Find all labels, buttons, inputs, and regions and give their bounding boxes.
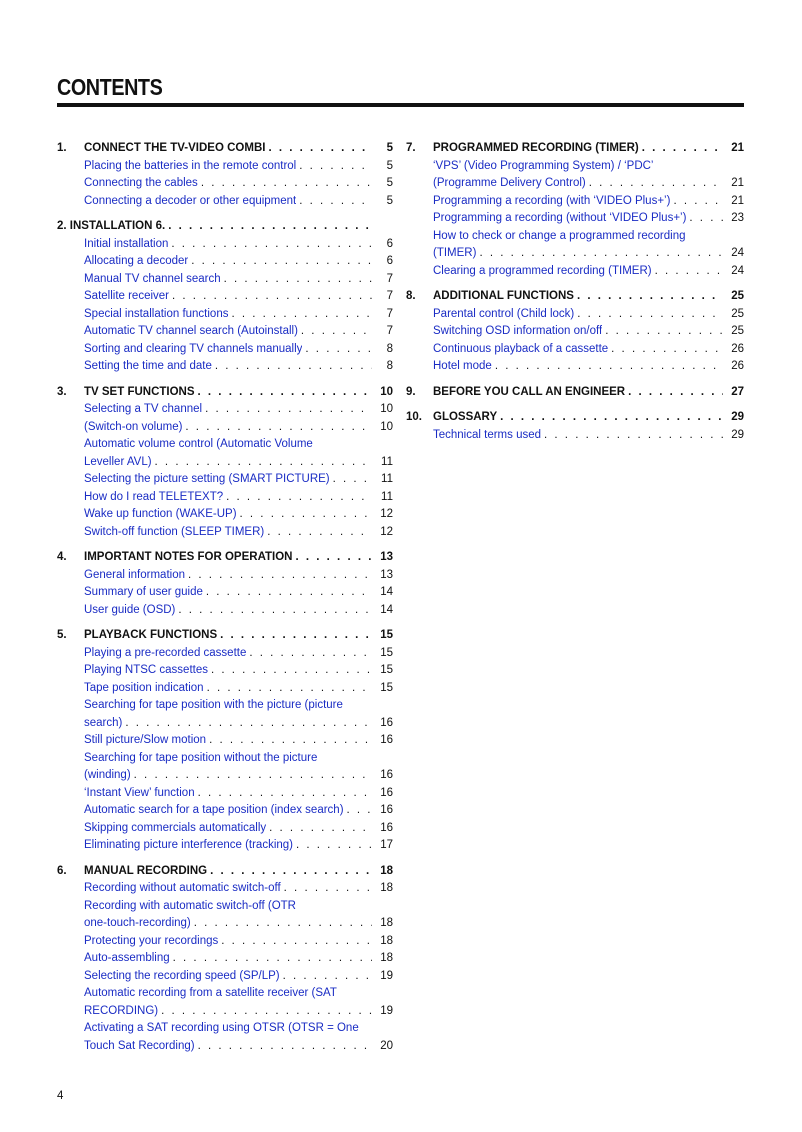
entry-page: 16 (380, 734, 393, 746)
toc-entry[interactable] (84, 567, 393, 585)
section-number: 5. (57, 629, 67, 641)
toc-entry[interactable] (84, 175, 393, 193)
entry-title: Allocating a decoder (84, 255, 189, 267)
toc-entry[interactable] (84, 401, 393, 419)
section-number: 6. (57, 864, 67, 877)
toc-entry[interactable] (433, 193, 744, 211)
toc-section (57, 218, 393, 376)
toc-entry[interactable] (84, 880, 393, 898)
toc-entry[interactable] (84, 820, 393, 838)
toc-entry[interactable] (84, 915, 393, 933)
toc-section (57, 549, 393, 619)
toc-section (57, 863, 393, 1056)
entry-page: 18 (380, 882, 393, 894)
toc-entry[interactable] (84, 506, 393, 524)
title-rule (57, 103, 744, 107)
section-title: BEFORE YOU CALL AN ENGINEER (433, 385, 626, 398)
toc-entry[interactable] (84, 645, 393, 663)
toc-entry[interactable] (84, 732, 393, 750)
dot-leader (240, 506, 372, 524)
section-page: 15 (380, 629, 393, 641)
dot-leader (249, 645, 372, 663)
toc-entry[interactable] (84, 680, 393, 698)
entry-page: 11 (381, 473, 393, 485)
dot-leader (689, 210, 723, 228)
dot-leader (605, 323, 723, 341)
entry-page: 5 (386, 177, 393, 189)
dot-leader (577, 288, 723, 306)
section-number: 7. (406, 142, 416, 154)
toc-section-heading[interactable] (57, 218, 393, 236)
dot-leader (296, 549, 373, 567)
dot-leader (283, 968, 372, 986)
entry-title: Switch-off function (SLEEP TIMER) (84, 525, 265, 538)
entry-title: Eliminating picture interference (tracking) (84, 839, 294, 851)
dot-leader (284, 880, 372, 898)
dot-leader (198, 785, 372, 803)
dot-leader (188, 567, 372, 585)
dot-leader (198, 384, 372, 402)
section-page: 10 (380, 385, 393, 398)
dot-leader (211, 662, 372, 680)
toc-entry[interactable] (84, 837, 393, 855)
entry-title: Still picture/Slow motion (84, 734, 207, 746)
entry-page: 15 (380, 646, 393, 659)
entry-title: Selecting the picture setting (SMART PICTURE) (84, 473, 330, 485)
entry-title: Skipping commercials automatically (84, 821, 267, 834)
dot-leader (673, 193, 723, 211)
entry-page: 18 (380, 934, 393, 947)
entry-title: Setting the time and date (84, 360, 212, 372)
toc-entry-line[interactable]: ‘VPS’ (Video Programming System) / ‘PDC’ (433, 159, 654, 172)
entry-page: 11 (381, 490, 393, 503)
dot-leader (299, 158, 372, 176)
entry-page: 13 (380, 568, 393, 581)
toc-entry[interactable] (433, 263, 744, 281)
entry-title: How do I read TELETEXT? (84, 490, 224, 503)
entry-title: Wake up function (WAKE-UP) (84, 508, 237, 520)
entry-title: Connecting a decoder or other equipment (84, 194, 297, 207)
section-title: GLOSSARY (433, 411, 498, 423)
entry-title: Playing NTSC cassettes (84, 664, 208, 676)
toc-entry[interactable] (84, 193, 393, 211)
toc-section-heading[interactable] (406, 384, 744, 402)
toc-entry[interactable] (433, 427, 744, 445)
dot-leader (224, 271, 372, 289)
entry-title: (Programme Delivery Control) (433, 177, 586, 189)
entry-title: Touch Sat Recording) (84, 1039, 195, 1052)
entry-title: General information (84, 568, 185, 581)
section-number: 3. (57, 385, 67, 398)
entry-title: RECORDING) (84, 1004, 159, 1017)
section-page: 27 (731, 385, 744, 398)
entry-title: Protecting your recordings (84, 934, 219, 947)
entry-page: 10 (380, 420, 393, 433)
dot-leader (479, 245, 723, 263)
entry-title: Automatic search for a tape position (index search) (84, 804, 344, 816)
entry-title: Programming a recording (with ‘VIDEO Plus+’) (433, 194, 671, 207)
dot-leader (172, 288, 372, 306)
toc-section-heading[interactable] (57, 384, 393, 402)
toc-entry-line[interactable]: Searching for tape position without the picture (84, 751, 318, 764)
dot-leader (201, 175, 372, 193)
entry-title: Technical terms used (433, 428, 542, 441)
dot-leader (655, 263, 723, 281)
dot-leader (206, 584, 372, 602)
toc-entry[interactable] (84, 950, 393, 968)
entry-page: 16 (380, 769, 393, 781)
entry-page: 16 (380, 804, 393, 816)
entry-title: Leveller AVL) (84, 455, 152, 468)
section-page: 21 (731, 142, 744, 154)
entry-title: Selecting the recording speed (SP/LP) (84, 969, 280, 982)
toc-entry[interactable] (84, 1003, 393, 1021)
toc-entry[interactable] (433, 306, 744, 324)
section-title: PLAYBACK FUNCTIONS (84, 629, 218, 641)
toc-entry[interactable] (433, 245, 744, 263)
entry-title: Satellite receiver (84, 290, 170, 302)
section-title: CONNECT THE TV-VIDEO COMBI (84, 142, 266, 154)
toc-entry[interactable] (84, 715, 393, 733)
entry-title: (Switch-on volume) (84, 420, 183, 433)
toc-section-heading[interactable] (57, 140, 393, 158)
dot-leader (205, 401, 372, 419)
entry-page: 16 (380, 821, 393, 834)
toc-entry[interactable] (433, 358, 744, 376)
toc-entry[interactable] (84, 802, 393, 820)
entry-page: 21 (731, 177, 744, 189)
section-page: 25 (731, 290, 744, 302)
entry-page: 6 (386, 237, 393, 250)
entry-title: Sorting and clearing TV channels manually (84, 342, 303, 355)
toc-entry[interactable] (84, 968, 393, 986)
dot-leader (173, 950, 372, 968)
toc-entry[interactable] (84, 662, 393, 680)
entry-page: 10 (380, 403, 393, 415)
entry-title: one-touch-recording) (84, 917, 191, 929)
toc-entry[interactable] (84, 489, 393, 507)
entry-page: 7 (386, 290, 393, 302)
dot-leader (210, 863, 372, 881)
dot-leader (231, 306, 372, 324)
dot-leader (198, 1038, 372, 1056)
section-page: 13 (380, 551, 393, 563)
page-number: 4 (57, 1090, 64, 1102)
dot-leader (220, 627, 372, 645)
dot-leader (544, 427, 723, 445)
entry-page: 6 (386, 255, 393, 267)
entry-page: 14 (380, 586, 393, 598)
dot-leader (161, 1003, 372, 1021)
section-number: 9. (406, 385, 416, 398)
entry-page: 8 (386, 360, 393, 372)
toc-entry[interactable] (84, 341, 393, 359)
entry-title: Selecting a TV channel (84, 403, 203, 415)
toc-section-heading[interactable] (406, 288, 744, 306)
dot-leader (642, 140, 723, 158)
toc-entry[interactable] (84, 323, 393, 341)
entry-title: Continuous playback of a cassette (433, 342, 609, 355)
entry-page: 25 (731, 325, 744, 337)
entry-page: 25 (731, 307, 744, 320)
dot-leader (268, 140, 372, 158)
entry-page: 26 (731, 342, 744, 355)
toc-entry-line[interactable]: Recording with automatic switch-off (OTR (84, 899, 296, 912)
entry-page: 29 (731, 428, 744, 441)
toc-section-heading[interactable] (406, 140, 744, 158)
toc-entry[interactable] (84, 306, 393, 324)
entry-page: 14 (380, 603, 393, 616)
dot-leader (299, 193, 372, 211)
entry-page: 24 (731, 247, 744, 259)
toc-entry-line[interactable]: Activating a SAT recording using OTSR (OTSR = One (84, 1022, 359, 1034)
entry-page: 5 (386, 194, 393, 207)
toc-section-heading[interactable] (57, 863, 393, 881)
toc-entry[interactable] (84, 933, 393, 951)
toc-entry[interactable] (84, 419, 393, 437)
dot-leader (495, 358, 723, 376)
toc-right-column (406, 140, 744, 452)
entry-page: 19 (380, 969, 393, 982)
toc-entry[interactable] (84, 584, 393, 602)
toc-entry[interactable] (433, 210, 744, 228)
toc-entry[interactable] (84, 253, 393, 271)
section-number: 8. (406, 290, 416, 302)
dot-leader (589, 175, 723, 193)
toc-entry[interactable] (84, 271, 393, 289)
entry-page: 7 (386, 325, 393, 337)
entry-page: 23 (731, 212, 744, 224)
entry-title: Automatic TV channel search (Autoinstall) (84, 325, 298, 337)
entry-title: (TIMER) (433, 247, 477, 259)
dot-leader (171, 236, 372, 254)
toc-entry[interactable] (84, 602, 393, 620)
toc-entry[interactable] (84, 454, 393, 472)
entry-page: 5 (386, 159, 393, 172)
dot-leader (577, 306, 723, 324)
toc-entry[interactable] (433, 175, 744, 193)
dot-leader (134, 767, 372, 785)
dot-leader (191, 253, 372, 271)
toc-entry-line[interactable]: Automatic volume control (Automatic Volume (84, 438, 313, 450)
dot-leader (207, 680, 372, 698)
toc-left-column (57, 140, 393, 1063)
section-number: 1. (57, 142, 67, 154)
toc-section (406, 140, 744, 280)
section-page: 29 (731, 411, 744, 423)
entry-title: Playing a pre-recorded cassette (84, 646, 247, 659)
section-title: MANUAL RECORDING (84, 864, 208, 877)
entry-title: Connecting the cables (84, 177, 198, 189)
toc-entry[interactable] (84, 288, 393, 306)
toc-section (406, 384, 744, 402)
page-title: CONTENTS (57, 74, 163, 100)
dot-leader (168, 218, 372, 236)
entry-page: 26 (731, 360, 744, 372)
section-title: ADDITIONAL FUNCTIONS (433, 290, 574, 302)
toc-entry[interactable] (84, 158, 393, 176)
toc-entry[interactable] (84, 1038, 393, 1056)
entry-page: 20 (380, 1039, 393, 1052)
toc-entry-line[interactable]: How to check or change a programmed recording (433, 229, 686, 242)
dot-leader (628, 384, 723, 402)
toc-entry[interactable] (84, 524, 393, 542)
entry-title: User guide (OSD) (84, 603, 176, 616)
entry-page: 24 (731, 264, 744, 277)
entry-title: ‘Instant View’ function (84, 786, 195, 799)
section-number: 10. (406, 411, 422, 423)
dot-leader (125, 715, 372, 733)
entry-page: 12 (380, 508, 393, 520)
entry-title: Hotel mode (433, 360, 492, 372)
toc-entry[interactable] (84, 767, 393, 785)
entry-page: 11 (381, 455, 393, 468)
dot-leader (194, 915, 372, 933)
dot-leader (221, 933, 372, 951)
toc-section (57, 627, 393, 855)
dot-leader (267, 524, 372, 542)
entry-page: 21 (731, 194, 744, 207)
entry-title: Manual TV channel search (84, 272, 221, 285)
entry-page: 18 (380, 952, 393, 964)
section-page: 18 (380, 864, 393, 877)
entry-page: 15 (380, 664, 393, 676)
entry-page: 7 (386, 272, 393, 285)
toc-section (57, 384, 393, 542)
entry-title: Placing the batteries in the remote control (84, 159, 297, 172)
section-number: 4. (57, 551, 67, 563)
section-title: PROGRAMMED RECORDING (TIMER) (433, 142, 639, 154)
dot-leader (155, 454, 372, 472)
section-title: TV SET FUNCTIONS (84, 385, 195, 398)
entry-title: Initial installation (84, 237, 169, 250)
section-title: 2. INSTALLATION 6. (57, 220, 166, 232)
toc-section-heading[interactable] (406, 409, 744, 427)
entry-title: Clearing a programmed recording (TIMER) (433, 264, 652, 277)
entry-page: 12 (380, 525, 393, 538)
dot-leader (296, 837, 372, 855)
entry-title: Tape position indication (84, 681, 204, 694)
entry-title: Programming a recording (without ‘VIDEO Plus+’) (433, 212, 687, 224)
entry-title: (winding) (84, 769, 131, 781)
dot-leader (269, 820, 372, 838)
entry-page: 8 (386, 342, 393, 355)
toc-entry[interactable] (84, 471, 393, 489)
dot-leader (215, 358, 372, 376)
entry-page: 15 (380, 681, 393, 694)
toc-entry-line[interactable]: Searching for tape position with the picture (picture (84, 699, 343, 711)
entry-title: Summary of user guide (84, 586, 203, 598)
entry-page: 17 (380, 839, 393, 851)
toc-entry[interactable] (433, 341, 744, 359)
entry-page: 19 (380, 1004, 393, 1017)
entry-title: Parental control (Child lock) (433, 307, 575, 320)
entry-title: Recording without automatic switch-off (84, 882, 281, 894)
entry-title: search) (84, 716, 123, 729)
toc-section (406, 288, 744, 376)
dot-leader (226, 489, 372, 507)
entry-title: Switching OSD information on/off (433, 325, 603, 337)
dot-leader (333, 471, 372, 489)
toc-entry[interactable] (84, 785, 393, 803)
toc-entry[interactable] (84, 236, 393, 254)
dot-leader (209, 732, 372, 750)
entry-page: 16 (380, 786, 393, 799)
dot-leader (185, 419, 372, 437)
toc-section-heading[interactable] (57, 627, 393, 645)
toc-entry-line[interactable]: Automatic recording from a satellite receiver (SAT (84, 987, 337, 999)
entry-page: 7 (386, 307, 393, 320)
toc-section (406, 409, 744, 444)
toc-section (57, 140, 393, 210)
dot-leader (611, 341, 723, 359)
dot-leader (301, 323, 372, 341)
entry-page: 16 (380, 716, 393, 729)
dot-leader (347, 802, 372, 820)
toc-entry[interactable] (433, 323, 744, 341)
section-page: 5 (386, 142, 393, 154)
dot-leader (305, 341, 372, 359)
toc-entry[interactable] (84, 358, 393, 376)
entry-title: Special installation functions (84, 307, 229, 320)
entry-title: Auto-assembling (84, 952, 170, 964)
entry-page: 18 (380, 917, 393, 929)
dot-leader (500, 409, 723, 427)
dot-leader (178, 602, 372, 620)
toc-section-heading[interactable] (57, 549, 393, 567)
section-title: IMPORTANT NOTES FOR OPERATION (84, 551, 293, 563)
